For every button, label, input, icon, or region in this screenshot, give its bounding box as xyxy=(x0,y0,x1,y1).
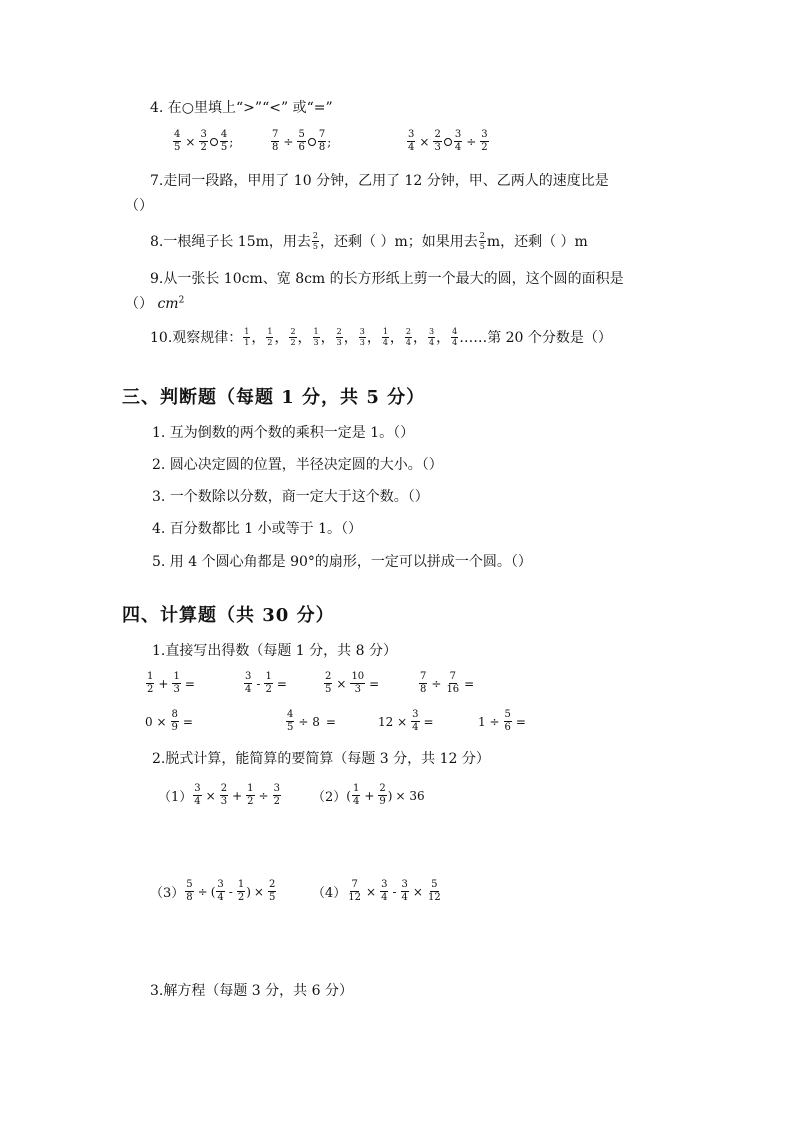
oral-item: $\frac{3}{4}$ - $\frac{1}{2}$ = xyxy=(245,671,287,695)
fraction: $\frac{2}{3}$ xyxy=(336,326,342,347)
oral-item: 1 ÷ $\frac{5}{6}$ = xyxy=(478,709,526,733)
fraction: $\frac{3}{2}$ xyxy=(200,129,207,153)
oral-item: $\frac{4}{5}$ ÷ 8 = xyxy=(287,709,336,733)
fraction: $\frac{3}{4}$ xyxy=(429,326,435,347)
fraction: $\frac{1}{1}$ xyxy=(244,326,250,347)
fraction: $\frac{7}{8}$ xyxy=(318,129,326,153)
fraction: $\frac{2}{4}$ xyxy=(405,326,412,347)
fraction: $\frac{1}{2}$ xyxy=(267,326,273,347)
q9-answer-blank[interactable]: （） xyxy=(125,296,153,312)
judge-item: 5. 用 4 个圆心角都是 90°的扇形，一定可以拼成一个圆。（） xyxy=(152,554,532,570)
q7-line1: 7.走同一段路，甲用了 10 分钟，乙用了 12 分钟，甲、乙两人的速度比是 xyxy=(150,173,609,189)
q4-item-1: $\frac{4}{5}$ × $\frac{3}{2}$ $\frac{4}{5}$ ; xyxy=(174,129,234,153)
step-calc-3: （3） $\frac{5}{8}$ ÷ ( $\frac{3}{4}$ - $\frac{1}{2}$ ) × $\frac{2}{5}$ xyxy=(150,879,276,903)
q4-title: 4. 在○里填上“>”“<” 或“=” xyxy=(150,100,333,116)
step-calc-1: （1） $\frac{3}{4}$ × $\frac{2}{3}$ + $\frac{1}{2}$ ÷ $\frac{3}{2}$ xyxy=(158,783,280,807)
fraction: $\frac{4}{5}$ xyxy=(174,129,181,153)
q9-line2: （） $cm^2$ xyxy=(125,295,185,312)
fraction: $\frac{4}{5}$ xyxy=(220,129,228,153)
fraction: $\frac{3}{4}$ xyxy=(454,129,462,153)
fraction: $\frac{2}{5}$ xyxy=(312,230,318,251)
fraction: $\frac{3}{4}$ xyxy=(408,129,415,153)
q4-item-3: $\frac{3}{4}$ × $\frac{2}{3}$ $\frac{3}{4}$ ÷ $\frac{3}{2}$ xyxy=(408,129,488,153)
compare-circle[interactable] xyxy=(210,138,218,146)
judge-item: 2. 圆心决定圆的位置，半径决定圆的大小。（） xyxy=(152,457,443,473)
section3-title: 三、判断题（每题 1 分，共 5 分） xyxy=(122,387,426,408)
judge-item: 3. 一个数除以分数，商一定大于这个数。（） xyxy=(152,489,429,505)
fraction: $\frac{4}{4}$ xyxy=(452,326,458,347)
judge-item: 4. 百分数都比 1 小或等于 1。（） xyxy=(152,521,362,537)
fraction: $\frac{5}{6}$ xyxy=(298,129,305,153)
oral-calc-heading: 1.直接写出得数（每题 1 分，共 8 分） xyxy=(152,643,397,659)
fraction: $\frac{3}{2}$ xyxy=(481,129,488,153)
judge-item: 1. 互为倒数的两个数的乘积一定是 1。（） xyxy=(152,425,415,441)
oral-item: 0 × $\frac{8}{9}$ = xyxy=(145,709,193,733)
q4-item-2: $\frac{7}{8}$ ÷ $\frac{5}{6}$ $\frac{7}{8}$ ; xyxy=(272,129,332,153)
oral-item: $\frac{2}{5}$ × $\frac{10}{3}$ = xyxy=(325,671,380,695)
fraction: $\frac{3}{3}$ xyxy=(359,326,365,347)
compare-circle[interactable] xyxy=(308,138,316,146)
q7-answer-blank[interactable]: （） xyxy=(125,198,153,214)
compare-circle[interactable] xyxy=(444,138,452,146)
step-calc-heading: 2.脱式计算，能简算的要简算（每题 3 分，共 12 分） xyxy=(152,751,490,767)
fraction: $\frac{2}{5}$ xyxy=(479,230,485,251)
fraction: $\frac{1}{4}$ xyxy=(382,326,388,347)
q10-line: 10.观察规律： $\frac{1}{1}$ ， $\frac{1}{2}$ ， $\frac{2}{2}$ ， $\frac{1}{3}$ ， $\frac{2}{3}$ ， $\frac{3}{3}$ ， $\frac{1}{4}$ ， $\frac{2}{4}$ ， $\frac{3}{4}$ ， $\frac{4}{4}$ ……第 20 个分数是（） xyxy=(150,326,612,347)
step-calc-4: （4） $\frac{7}{12}$ × $\frac{3}{4}$ - $\frac{3}{4}$ × $\frac{5}{12}$ xyxy=(312,879,441,903)
fraction: $\frac{2}{3}$ xyxy=(434,129,441,153)
equation-heading: 3.解方程（每题 3 分，共 6 分） xyxy=(150,983,353,999)
oral-item: $\frac{1}{2}$ + $\frac{1}{3}$ = xyxy=(147,671,195,695)
q9-line1: 9.从一张长 10cm、宽 8cm 的长方形纸上剪一个最大的圆，这个圆的面积是 xyxy=(150,271,624,287)
fraction: $\frac{7}{8}$ xyxy=(272,129,279,153)
fraction: $\frac{1}{3}$ xyxy=(313,326,319,347)
step-calc-2: （2） ( $\frac{1}{4}$ + $\frac{2}{9}$ ) × 36 xyxy=(312,783,425,807)
section4-title: 四、计算题（共 30 分） xyxy=(122,605,335,626)
oral-item: $\frac{7}{8}$ ÷ $\frac{7}{16}$ = xyxy=(420,671,475,695)
fraction: $\frac{2}{2}$ xyxy=(290,326,296,347)
q8-line: 8.一根绳子长 15m，用去 $\frac{2}{5}$ ，还剩（ ）m；如果用去 $\frac{2}{5}$ m，还剩（ ）m xyxy=(150,230,588,251)
oral-item: 12 × $\frac{3}{4}$ = xyxy=(378,709,434,733)
